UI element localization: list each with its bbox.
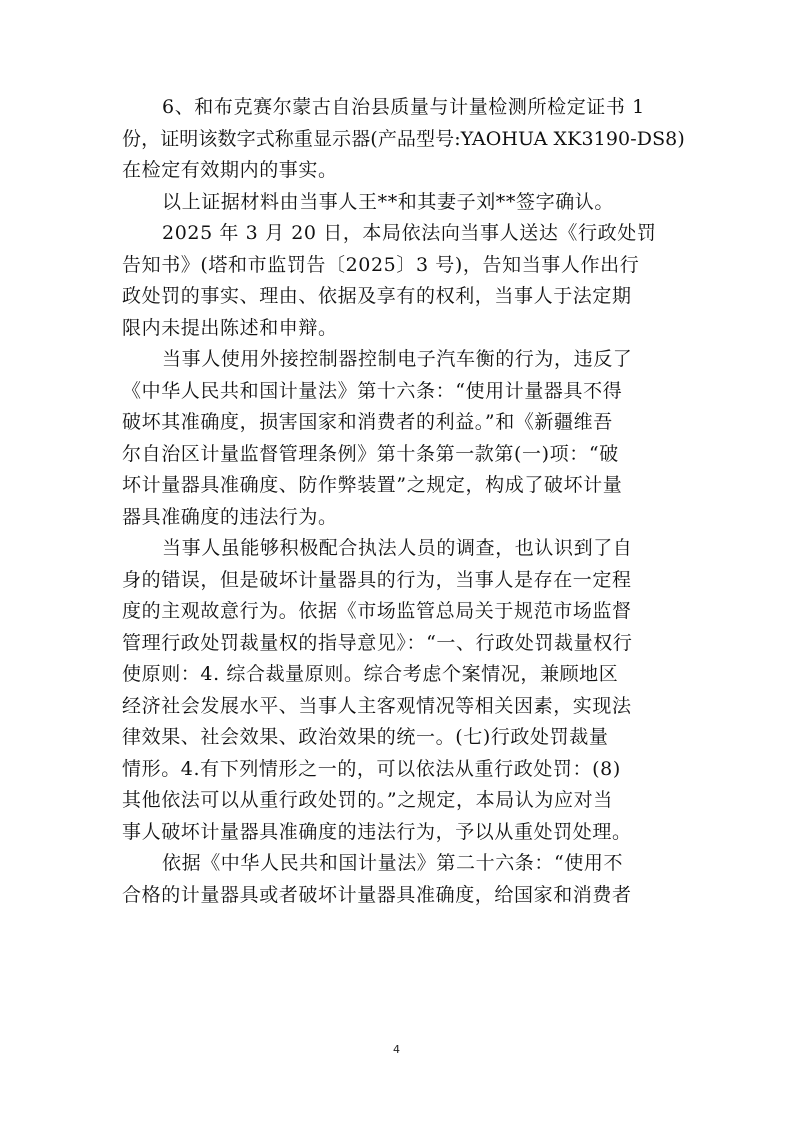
text-line: 当事人使用外接控制器控制电子汽车衡的行为，违反了: [162, 348, 633, 370]
page-number: 4: [393, 1043, 400, 1056]
text-line: 律效果、社会效果、政治效果的统一。(七)行政处罚裁量: [122, 726, 609, 748]
text-line: 身的错误，但是破坏计量器具的行为，当事人是存在一定程: [122, 568, 632, 591]
text-line: 依据《中华人民共和国计量法》第二十六条：“使用不: [162, 852, 624, 874]
text-line: 政处罚的事实、理由、依据及享有的权利，当事人于法定期: [122, 285, 632, 307]
text-line: 破坏其准确度，损害国家和消费者的利益。”和《新疆维吾: [122, 411, 613, 433]
text-line: 以上证据材料由当事人王**和其妻子刘**签字确认。: [162, 190, 615, 213]
text-line: 事人破坏计量器具准确度的违法行为，予以从重处罚处理。: [122, 820, 632, 843]
text-line: 坏计量器具准确度、防作弊装置”之规定，构成了破坏计量: [122, 474, 623, 496]
text-line: 度的主观故意行为。依据《市场监管总局关于规范市场监督: [122, 600, 632, 622]
text-line: 份，证明该数字式称重显示器(产品型号:YAOHUA XK3190-DS8): [122, 127, 685, 150]
text-line: 经济社会发展水平、当事人主客观情况等相关因素，实现法: [122, 694, 632, 717]
text-line: 使原则：4. 综合裁量原则。综合考虑个案情况，兼顾地区: [122, 663, 619, 685]
text-line: 2025 年 3 月 20 日，本局依法向当事人送达《行政处罚: [162, 222, 657, 244]
text-line: 管理行政处罚裁量权的指导意见》：“一、行政处罚裁量权行: [122, 631, 633, 654]
text-line: 6、和布克赛尔蒙古自治县质量与计量检测所检定证书 1: [162, 96, 645, 118]
text-line: 告知书》(塔和市监罚告〔2025〕3 号)，告知当事人作出行: [122, 253, 640, 276]
text-line: 尔自治区计量监督管理条例》第十条第一款第(一)项：“破: [122, 442, 619, 465]
text-line: 其他依法可以从重行政处罚的。”之规定，本局认为应对当: [122, 789, 613, 811]
text-line: 合格的计量器具或者破坏计量器具准确度，给国家和消费者: [122, 883, 632, 906]
text-line: 当事人虽能够积极配合执法人员的调查，也认识到了自: [162, 537, 633, 559]
text-line: 器具准确度的违法行为。: [122, 505, 338, 528]
document-body: [122, 92, 687, 911]
text-line: 《中华人民共和国计量法》第十六条：“使用计量器具不得: [122, 379, 623, 402]
text-line: 在检定有效期内的事实。: [122, 159, 338, 181]
text-line: 限内未提出陈述和申辩。: [122, 316, 338, 339]
text-line: 情形。4.有下列情形之一的，可以依法从重行政处罚：(8): [122, 757, 621, 780]
